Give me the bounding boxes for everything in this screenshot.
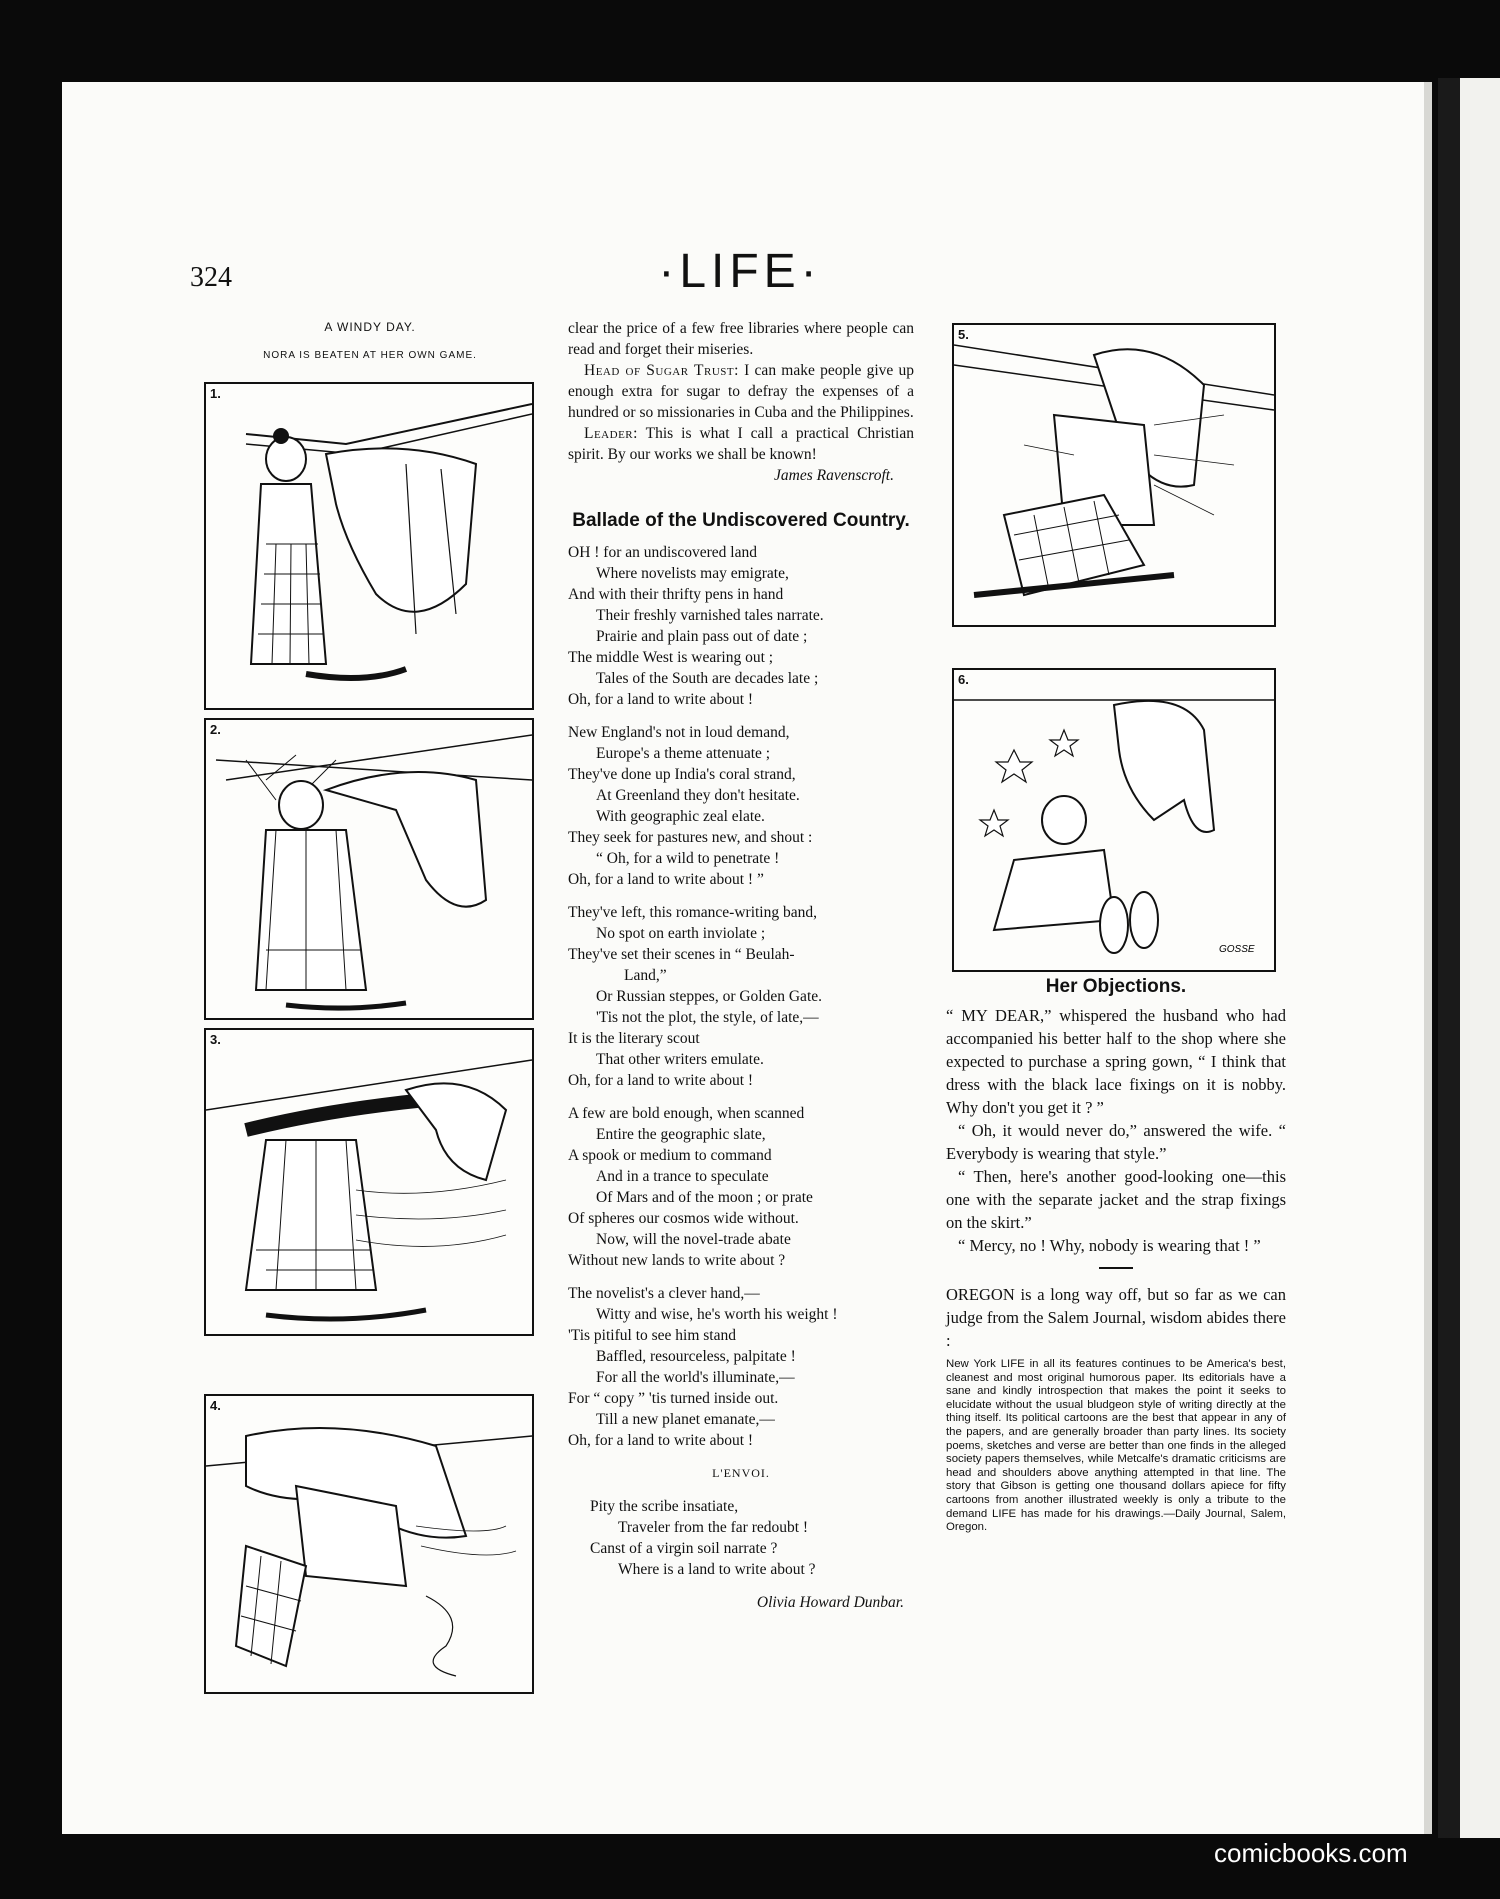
author-ravenscroft: James Ravenscroft. bbox=[774, 467, 894, 484]
envoi-title: L'ENVOI. bbox=[712, 1466, 770, 1480]
poem-stanza-3: They've left, this romance-writing band, No spot on earth inviolate ; They've set their scenes in “ Beulah- Land,” Or Russian steppes, or Golden Gate. 'Tis not the plot, the style, of late,— It is the literary scout That other writers emulate. Oh, for a land to write about ! bbox=[568, 904, 822, 1089]
article-paragraph-4: “ Mercy, no ! Why, nobody is wearing that ! ” bbox=[958, 1236, 1261, 1255]
intro-text: clear the price of a few free libraries where people can read and forget their miseries. bbox=[568, 320, 914, 358]
panel-illustration bbox=[206, 1396, 532, 1692]
dialogue-leader bbox=[568, 423, 914, 465]
poem-stanza-1: OH ! for an undiscovered land Where novelists may emigrate, And with their thrifty pens in hand Their freshly varnished tales narrate. Prairie and plain pass out of date ; The middle West is wearing out ; Tales of the South are decades late ; Oh, for a land to write about ! bbox=[568, 544, 824, 708]
salem-journal-quote: New York LIFE in all its features continues to be America's best, cleanest and most original humorous paper. Its editorials have a sane and kindly introspection that makes the point it seeks to elucidate without the usual bludgeon style of writing directly at the thing itself. Its political cartoons are the best that appear in any of the papers, and are generally broader than party lines. Its society poems, sketches and verse are better than one finds in the alleged society papers themselves, while Metcalfe's dramatic criticisms are head and shoulders above anything attempted in that line. The story that Gibson is getting one thousand dollars apiece for fifty cartoons from another illustrated weekly is only a tribute to the demand LIFE has made for his drawings.—Daily Journal, Salem, Oregon. bbox=[946, 1358, 1286, 1534]
speaker-text: I can make people give up enough extra for sugar to defray the expenses of a hundred or so missionaries in Cuba and the Philippines. bbox=[568, 362, 915, 421]
masthead-title: ·LIFE· bbox=[658, 245, 822, 298]
article-paragraph-1: “ MY DEAR,” whispered the husband who had accompanied his better half to the shop where she expected to purchase a spring gown, “ I think that dress with the black lace fixings on it is nobby. Why don't you get it ? ” bbox=[946, 1006, 1286, 1117]
page-gutter bbox=[1424, 82, 1432, 1834]
right-column bbox=[946, 974, 1286, 1535]
panel-illustration bbox=[206, 384, 532, 708]
comic-panel-2 bbox=[204, 718, 534, 1020]
poem-stanza-5: The novelist's a clever hand,— Witty and wise, he's worth his weight ! 'Tis pitiful to see him stand Baffled, resourceless, palpitate ! For all the world's illuminate,— For “ copy ” 'tis turned inside out. Till a new planet emanate,— Oh, for a land to write about ! bbox=[568, 1285, 838, 1449]
oregon-intro: OREGON is a long way off, but so far as we can judge from the Salem Journal, wisdom abides there : bbox=[946, 1285, 1286, 1350]
poem-title: Ballade of the Undiscovered Country. bbox=[572, 510, 910, 531]
comic-panel-3 bbox=[204, 1028, 534, 1336]
panel-number: 3. bbox=[210, 1032, 221, 1047]
comic-panel-5 bbox=[952, 323, 1276, 627]
poem-stanza-4: A few are bold enough, when scanned Entire the geographic slate, A spook or medium to command And in a trance to speculate Of Mars and of the moon ; or prate Of spheres our cosmos wide without. Now, will the novel-trade abate Without new lands to write about ? bbox=[568, 1105, 813, 1269]
panel-number: 1. bbox=[210, 386, 221, 401]
panel-illustration bbox=[954, 670, 1274, 970]
panel-number: 5. bbox=[958, 327, 969, 342]
facing-page-edge bbox=[1438, 78, 1500, 1838]
panel-number: 2. bbox=[210, 722, 221, 737]
dialogue-sugar-trust bbox=[568, 360, 914, 423]
comic-subtitle: NORA IS BEATEN AT HER OWN GAME. bbox=[263, 350, 477, 361]
section-divider bbox=[1099, 1267, 1133, 1269]
speaker-name: Head of Sugar Trust: bbox=[584, 362, 739, 379]
article-heading: Her Objections. bbox=[1045, 976, 1187, 997]
poem-envoi: Pity the scribe insatiate, Traveler from the far redoubt ! Canst of a virgin soil narrate ? Where is a land to write about ? bbox=[590, 1498, 816, 1578]
artist-signature: GOSSE bbox=[1219, 944, 1255, 955]
page-number: 324 bbox=[190, 262, 232, 293]
speaker-text: This is what I call a practical Christian spirit. By our works we shall be known! bbox=[568, 425, 914, 463]
comic-panel-4 bbox=[204, 1394, 534, 1694]
article-paragraph-2: “ Oh, it would never do,” answered the wife. “ Everybody is wearing that style.” bbox=[946, 1121, 1286, 1163]
panel-illustration bbox=[954, 325, 1274, 625]
watermark: comicbooks.com bbox=[1214, 1838, 1408, 1868]
poem-stanza-2: New England's not in loud demand, Europe's a theme attenuate ; They've done up India's coral strand, At Greenland they don't hesitate. With geographic zeal elate. They seek for pastures new, and shout : “ Oh, for a wild to penetrate ! Oh, for a land to write about ! ” bbox=[568, 724, 813, 888]
article-paragraph-3: “ Then, here's another good-looking one—this one with the separate jacket and the strap fixings on the skirt.” bbox=[946, 1167, 1286, 1232]
panel-number: 6. bbox=[958, 672, 969, 687]
middle-column bbox=[568, 318, 914, 1613]
comic-panel-6 bbox=[952, 668, 1276, 972]
speaker-name: Leader: bbox=[584, 425, 638, 442]
panel-number: 4. bbox=[210, 1398, 221, 1413]
panel-illustration bbox=[206, 720, 532, 1018]
comic-panel-1 bbox=[204, 382, 534, 710]
panel-illustration bbox=[206, 1030, 532, 1334]
author-dunbar: Olivia Howard Dunbar. bbox=[756, 1594, 904, 1611]
comic-title: A WINDY DAY. bbox=[324, 320, 416, 334]
